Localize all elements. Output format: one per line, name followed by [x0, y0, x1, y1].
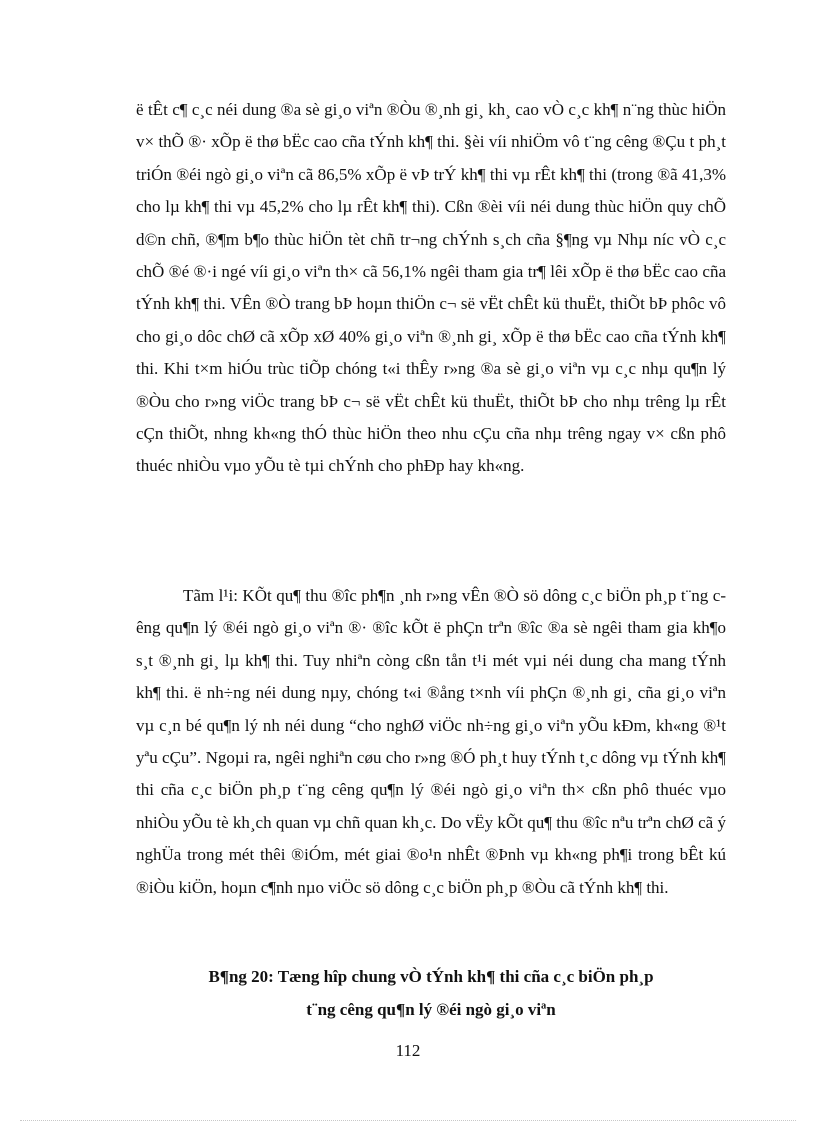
paragraph-continued: ë tÊt c¶ c¸c néi dung ®a sè gi¸o viªn ®Òu ®¸nh gi¸ kh¸ cao vÒ c¸c kh¶ n¨ng thùc hiÖn v× thÕ ®· xÕp ë thø bËc cao cña tÝnh kh¶ thi. §èi víi nhiÖm vô t¨ng cêng ®Çu t ph¸t triÓn ®éi ngò gi¸o viªn cã 86,5% xÕp ë vÞ trÝ kh¶ thi vµ rÊt kh¶ thi (trong ®ã 41,3% cho lµ kh¶ thi vµ 45,2% cho lµ rÊt kh¶ thi). Cßn ®èi víi néi dung thùc hiÖn quy chÕ d©n chñ, ®¶m b¶o thùc hiÖn tèt chñ tr¬ng chÝnh s¸ch cña §¶ng vµ Nhµ níc vÒ c¸c chÕ ®é ®·i ngé víi gi¸o viªn th× cã 56,1% ngêi tham gia tr¶ lêi xÕp ë thø bËc cao cña tÝnh kh¶ thi. VÊn ®Ò trang bÞ hoµn thiÖn c¬ së vËt chÊt kü thuËt, thiÕt bÞ phôc vô cho gi¸o dôc chØ cã xÕp xØ 40% gi¸o viªn ®¸nh gi¸ xÕp ë thø bËc cao cña tÝnh kh¶ thi. Khi t×m hiÓu trùc tiÕp chóng t«i thÊy r»ng ®a sè gi¸o viªn vµ c¸c nhµ qu¶n lý ®Òu cho r»ng viÖc trang bÞ c¬ së vËt chÊt kü thuËt, thiÕt bÞ cho nhµ trêng lµ rÊt cÇn thiÕt, nhng kh«ng thÓ thùc hiÖn theo nhu cÇu cña nhµ trêng ngay v× cßn phô thuéc nhiÒu vµo yÕu tè tµi chÝnh cho phÐp hay kh«ng. [136, 100, 726, 476]
page-number: 112 [395, 1041, 421, 1060]
page-bottom-dotted-line [20, 1120, 796, 1121]
paragraph-summary: Tãm l¹i: KÕt qu¶ thu ®îc ph¶n ¸nh r»ng vÊn ®Ò sö dông c¸c biÖn ph¸p t¨ng cêng qu¶n lý ®éi ngò gi¸o viªn ®· ®îc kÕt ë phÇn trªn ®îc ®a sè ngêi tham gia kh¶o s¸t ®¸nh gi¸ lµ kh¶ thi. Tuy nhiªn còng cßn tån t¹i mét vµi néi dung cha mang tÝnh kh¶ thi. ë nh÷ng néi dung nµy, chóng t«i ®ång t×nh víi phÇn ®¸nh gi¸ cña gi¸o viªn vµ c¸n bé qu¶n lý nh néi dung “cho nghØ viÖc nh÷ng gi¸o viªn yÕu kÐm, kh«ng ®¹t yªu cÇu”. Ngoµi ra, ngêi nghiªn cøu cho r»ng ®Ó ph¸t huy tÝnh t¸c dông vµ tÝnh kh¶ thi cña c¸c biÖn ph¸p t¨ng cêng qu¶n lý ®éi ngò gi¸o viªn th× cßn phô thuéc vµo nhiÒu yÕu tè kh¸ch quan vµ chñ quan kh¸c. Do vËy kÕt qu¶ thu ®îc nªu trªn chØ cã ý nghÜa trong mét thêi ®iÓm, mét giai ®o¹n nhÊt ®Þnh vµ kh«ng ph¶i trong bÊt kú ®iÒu kiÖn, hoµn c¶nh nµo viÖc sö dông c¸c biÖn ph¸p ®Òu cã tÝnh kh¶ thi. [136, 586, 726, 897]
table-caption-line-2: t¨ng cêng qu¶n lý ®éi ngò gi¸o viªn [306, 1000, 556, 1019]
table-caption-line-1: B¶ng 20: Tæng hîp chung vÒ tÝnh kh¶ thi cña c¸c biÖn ph¸p [208, 967, 654, 986]
